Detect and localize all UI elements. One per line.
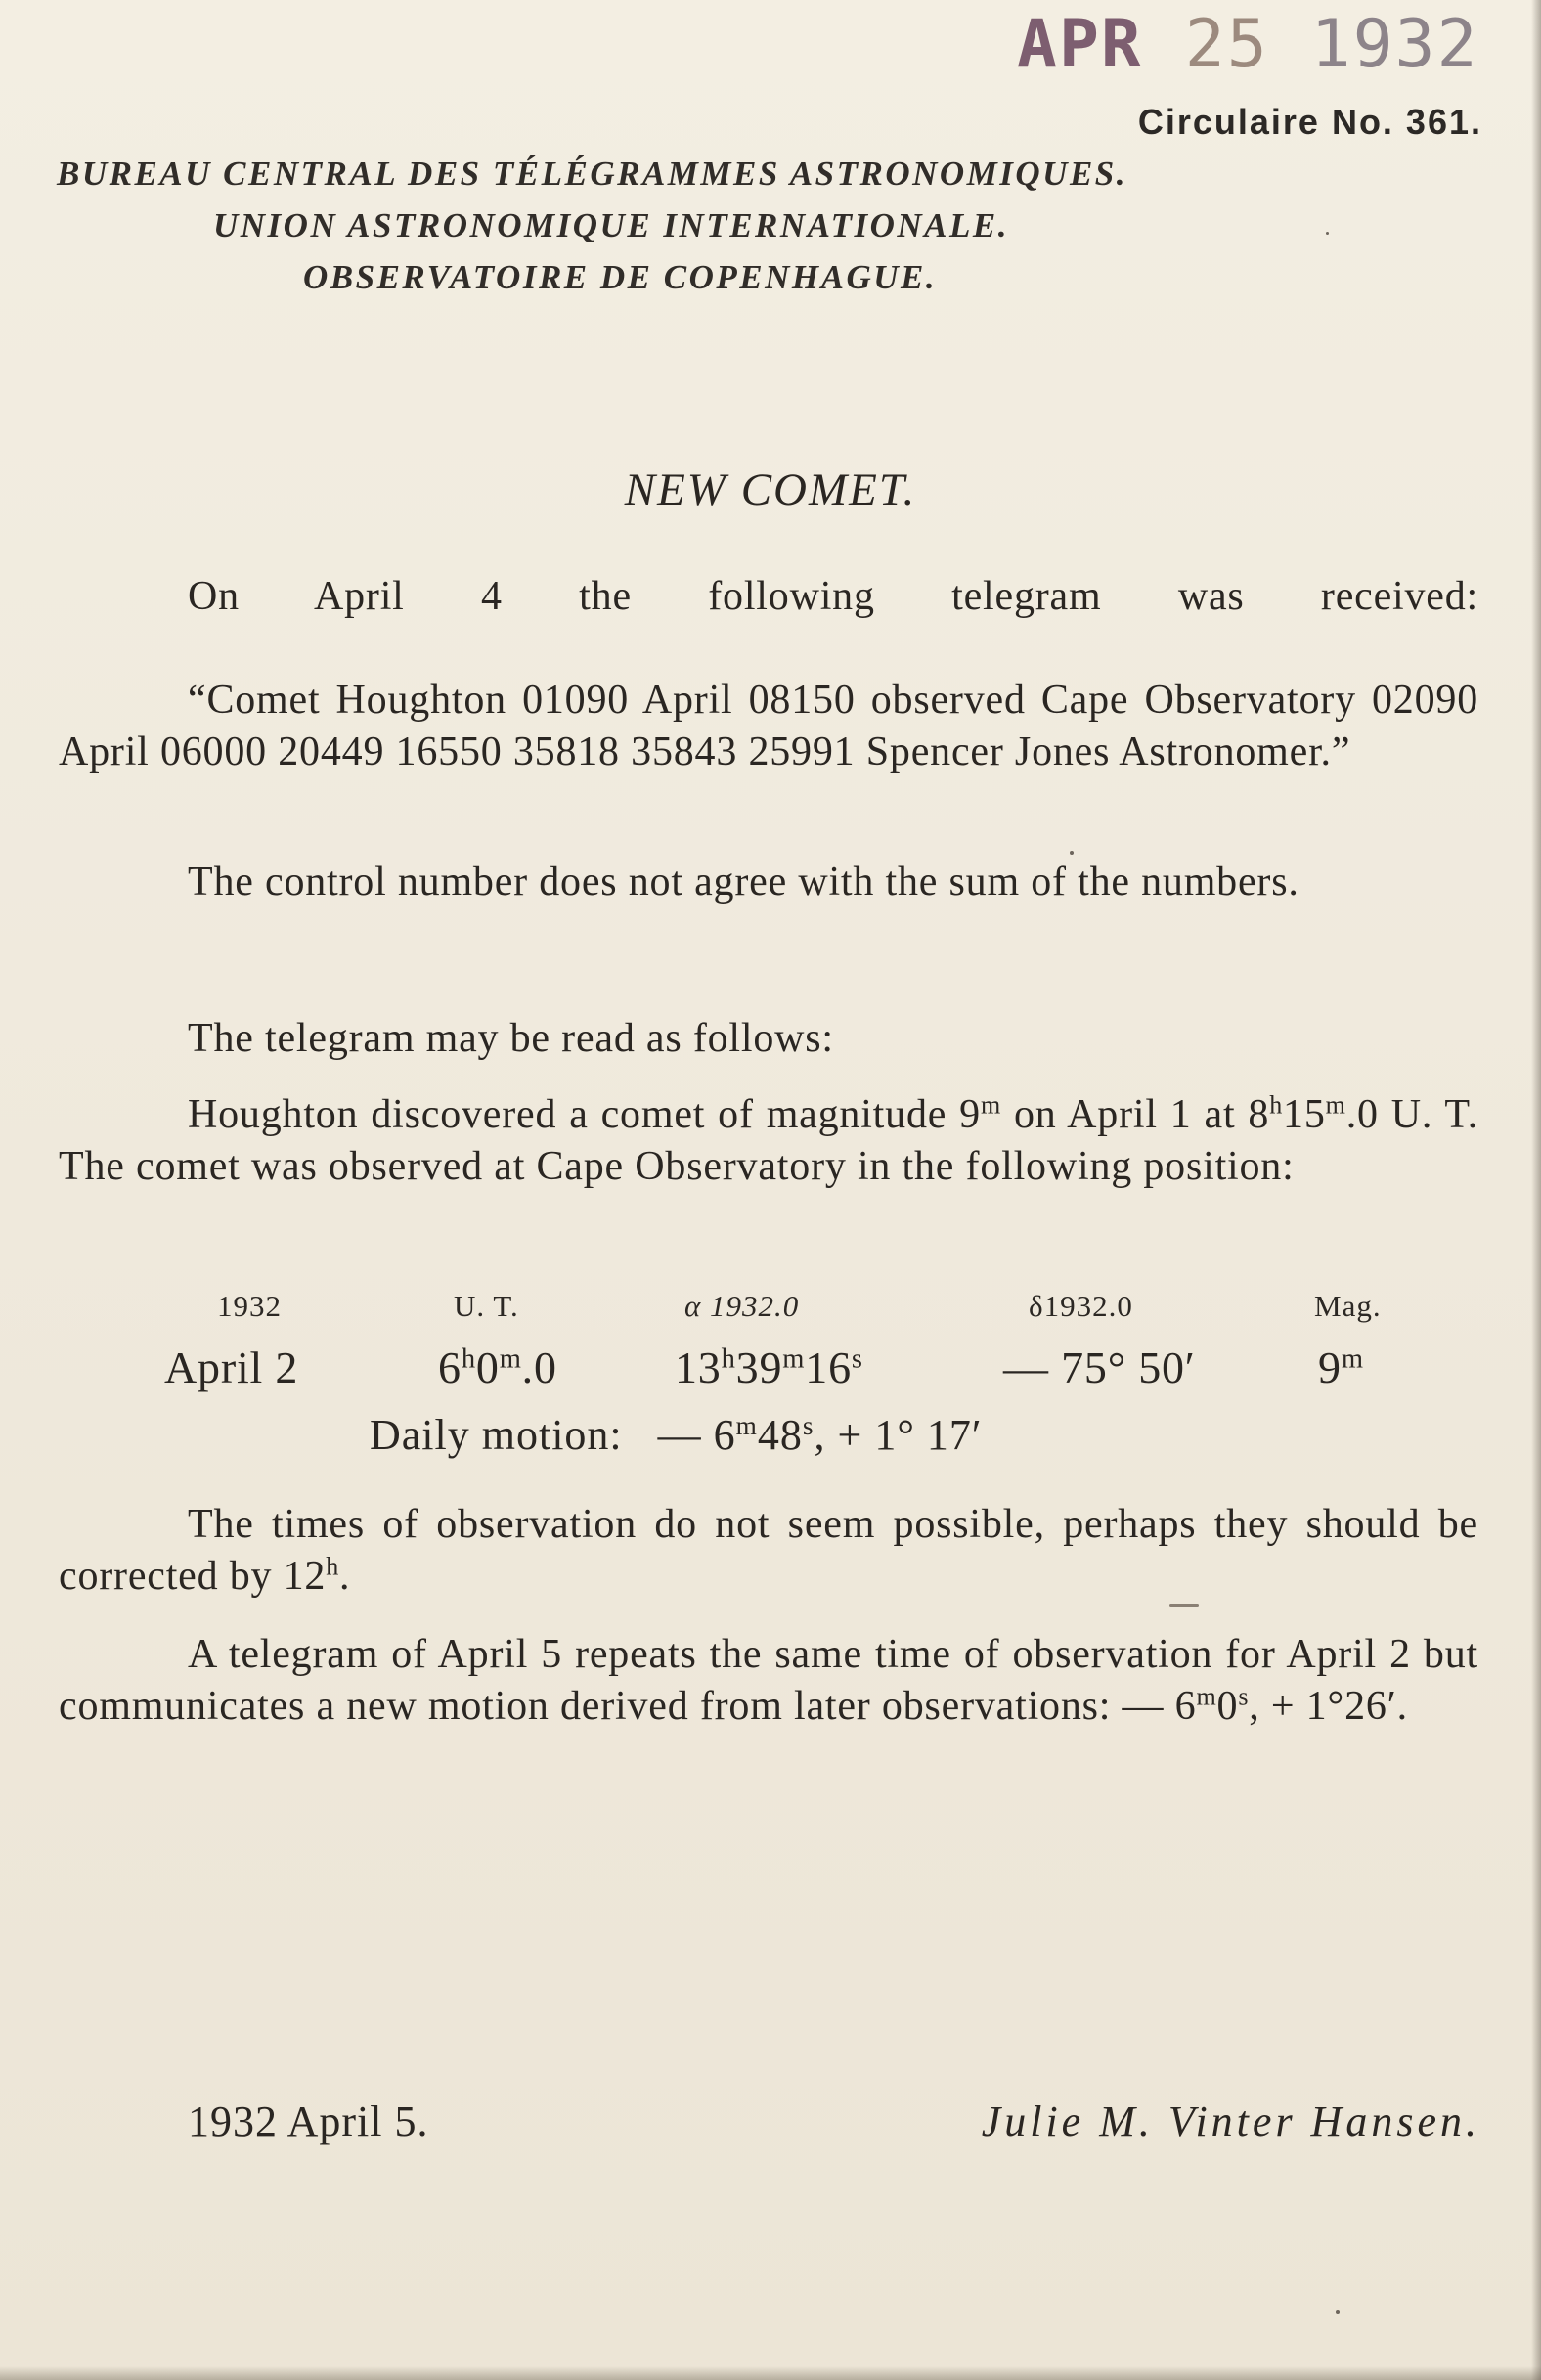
date-stamp: [1017, 6, 1478, 83]
row-ut: [438, 1342, 557, 1393]
times-end: .: [339, 1554, 351, 1599]
alpha-hours-unit: h: [721, 1344, 736, 1375]
times-paragraph: [59, 1499, 1478, 1603]
minute-unit: m: [1325, 1090, 1346, 1120]
circular-title: NEW COMET.: [624, 464, 917, 515]
second-telegram-seconds-unit: s: [1238, 1682, 1250, 1711]
mag-unit: m: [1341, 1344, 1364, 1375]
hour-unit: h: [1269, 1090, 1284, 1120]
paper-speck: [1070, 851, 1074, 855]
header-bureau: BUREAU CENTRAL DES TÉLÉGRAMMES ASTRONOMIQUES.: [57, 154, 1128, 193]
second-telegram-minutes-unit: m: [1196, 1682, 1217, 1711]
second-telegram-text: A telegram of April 5 repeats the same time of observation for April 2 but communicates a new motion derived from later observations: — 6: [59, 1632, 1478, 1729]
header-union: UNION ASTRONOMIQUE INTERNATIONALE.: [213, 206, 1009, 244]
times-unit: h: [326, 1552, 340, 1581]
stamp-year: 1932: [1310, 6, 1479, 83]
column-header-alpha: α 1932.0: [684, 1289, 800, 1323]
ut-minutes-unit: m: [499, 1344, 522, 1375]
discovery-text-3: 15: [1283, 1092, 1326, 1137]
second-telegram-seconds: 0: [1216, 1684, 1239, 1729]
alpha-minutes: 39: [735, 1343, 783, 1392]
paper-bottom-edge: [0, 2366, 1541, 2380]
ut-hours-unit: h: [461, 1344, 476, 1375]
telegram-paragraph: “Comet Houghton 01090 April 08150 observed Cape Observatory 02090 April 06000 20449 16550 35818 35843 25991 Spencer Jones Astronomer.”: [59, 678, 1478, 774]
signature: Julie M. Vinter Hansen.: [981, 2097, 1480, 2145]
daily-ra-seconds-unit: s: [802, 1411, 815, 1440]
discovery-text-1: Houghton discovered a comet of magnitude 9: [188, 1092, 981, 1137]
mag-value: 9: [1318, 1343, 1342, 1392]
column-header-mag: Mag.: [1314, 1289, 1382, 1323]
discovery-text-2: on April 1 at 8: [1001, 1092, 1270, 1137]
ut-minutes: 0: [475, 1343, 500, 1392]
row-alpha: [675, 1342, 863, 1393]
row-mag: [1318, 1342, 1364, 1393]
intro-paragraph: On April 4 the following telegram was received:: [188, 574, 1478, 619]
header-observatory: OBSERVATOIRE DE COPENHAGUE.: [303, 258, 938, 296]
daily-motion: [370, 1410, 983, 1460]
second-telegram-dec: , + 1°26′.: [1249, 1684, 1408, 1729]
daily-motion-label: Daily motion:: [370, 1411, 623, 1459]
alpha-seconds-unit: s: [851, 1344, 863, 1375]
alpha-minutes-unit: m: [782, 1344, 806, 1375]
discovery-text-4: .0 U. T. The comet was observed at Cape Observatory in the following position:: [59, 1092, 1478, 1189]
magnitude-unit: m: [980, 1090, 1001, 1120]
ut-hours: 6: [438, 1343, 462, 1392]
control-paragraph: The control number does not agree with the sum of the numbers.: [188, 859, 1299, 904]
paper-speck: [1336, 2310, 1340, 2314]
second-telegram-paragraph: [59, 1629, 1478, 1733]
position-table: [59, 1289, 1478, 1484]
alpha-seconds: 16: [805, 1343, 852, 1392]
paper-speck: [1169, 1604, 1199, 1607]
daily-ra-minutes: — 6: [657, 1411, 736, 1459]
stamp-day: 25: [1184, 6, 1269, 83]
column-header-year: 1932: [217, 1289, 282, 1323]
stamp-month: APR: [1017, 6, 1143, 83]
circular-number: Circulaire No. 361.: [1137, 102, 1482, 142]
paper-speck: [1326, 232, 1329, 235]
daily-dec: , + 1° 17′: [814, 1411, 983, 1459]
paper-right-edge: [1531, 0, 1541, 2380]
issue-date: 1932 April 5.: [188, 2097, 429, 2145]
column-header-delta: δ1932.0: [1029, 1289, 1133, 1323]
ut-fraction: .0: [521, 1343, 557, 1392]
column-header-ut: U. T.: [454, 1289, 519, 1323]
row-delta: — 75° 50′: [1003, 1343, 1196, 1392]
alpha-hours: 13: [675, 1343, 722, 1392]
row-date: April 2: [164, 1343, 299, 1392]
read-as-paragraph: The telegram may be read as follows:: [188, 1016, 834, 1061]
times-text: The times of observation do not seem possible, perhaps they should be corrected by 12: [59, 1502, 1478, 1599]
daily-ra-minutes-unit: m: [735, 1411, 758, 1440]
discovery-paragraph: [59, 1089, 1478, 1193]
daily-ra-seconds: 48: [757, 1411, 803, 1459]
